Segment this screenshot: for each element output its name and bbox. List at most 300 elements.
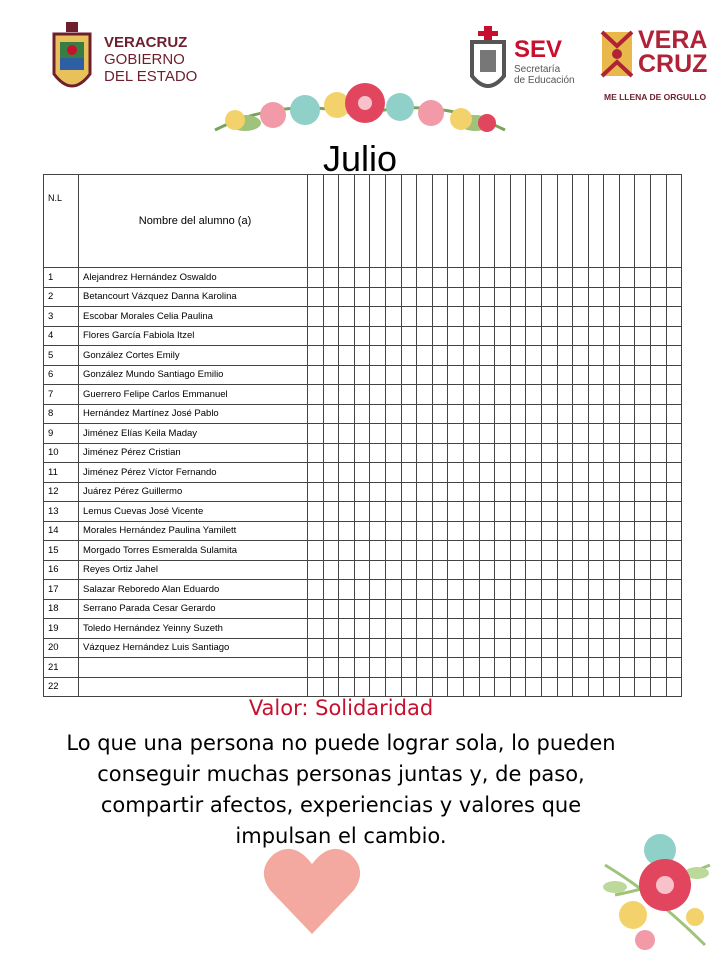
check-cell[interactable] [510, 404, 526, 424]
check-cell[interactable] [339, 326, 355, 346]
check-cell[interactable] [604, 502, 620, 522]
check-cell[interactable] [526, 385, 542, 405]
check-cell[interactable] [354, 541, 370, 561]
check-cell[interactable] [323, 365, 339, 385]
check-cell[interactable] [526, 365, 542, 385]
check-cell[interactable] [339, 346, 355, 366]
check-cell[interactable] [495, 424, 511, 444]
check-cell[interactable] [495, 268, 511, 288]
check-cell[interactable] [417, 385, 433, 405]
check-cell[interactable] [432, 599, 448, 619]
check-cell[interactable] [339, 404, 355, 424]
check-cell[interactable] [354, 365, 370, 385]
check-cell[interactable] [323, 175, 339, 268]
check-cell[interactable] [432, 521, 448, 541]
check-cell[interactable] [666, 365, 682, 385]
check-cell[interactable] [541, 502, 557, 522]
check-cell[interactable] [463, 268, 479, 288]
check-cell[interactable] [385, 482, 401, 502]
check-cell[interactable] [557, 365, 573, 385]
check-cell[interactable] [401, 541, 417, 561]
check-cell[interactable] [635, 482, 651, 502]
check-cell[interactable] [526, 307, 542, 327]
check-cell[interactable] [417, 424, 433, 444]
check-cell[interactable] [417, 658, 433, 678]
check-cell[interactable] [417, 677, 433, 697]
check-cell[interactable] [339, 677, 355, 697]
check-cell[interactable] [401, 385, 417, 405]
check-cell[interactable] [588, 482, 604, 502]
check-cell[interactable] [479, 580, 495, 600]
check-cell[interactable] [635, 424, 651, 444]
check-cell[interactable] [526, 346, 542, 366]
check-cell[interactable] [385, 365, 401, 385]
check-cell[interactable] [619, 385, 635, 405]
check-cell[interactable] [479, 502, 495, 522]
check-cell[interactable] [448, 560, 464, 580]
check-cell[interactable] [401, 463, 417, 483]
check-cell[interactable] [385, 677, 401, 697]
check-cell[interactable] [448, 287, 464, 307]
check-cell[interactable] [573, 619, 589, 639]
check-cell[interactable] [573, 502, 589, 522]
check-cell[interactable] [526, 658, 542, 678]
check-cell[interactable] [635, 560, 651, 580]
check-cell[interactable] [635, 502, 651, 522]
check-cell[interactable] [385, 560, 401, 580]
check-cell[interactable] [604, 677, 620, 697]
check-cell[interactable] [619, 268, 635, 288]
check-cell[interactable] [526, 268, 542, 288]
check-cell[interactable] [526, 560, 542, 580]
check-cell[interactable] [354, 677, 370, 697]
check-cell[interactable] [370, 307, 386, 327]
check-cell[interactable] [370, 638, 386, 658]
check-cell[interactable] [651, 175, 667, 268]
check-cell[interactable] [354, 175, 370, 268]
check-cell[interactable] [354, 619, 370, 639]
check-cell[interactable] [604, 638, 620, 658]
check-cell[interactable] [619, 463, 635, 483]
check-cell[interactable] [463, 658, 479, 678]
check-cell[interactable] [448, 385, 464, 405]
check-cell[interactable] [541, 365, 557, 385]
check-cell[interactable] [619, 599, 635, 619]
check-cell[interactable] [573, 175, 589, 268]
check-cell[interactable] [339, 482, 355, 502]
check-cell[interactable] [557, 560, 573, 580]
check-cell[interactable] [417, 175, 433, 268]
check-cell[interactable] [370, 560, 386, 580]
check-cell[interactable] [479, 385, 495, 405]
check-cell[interactable] [526, 482, 542, 502]
check-cell[interactable] [308, 638, 324, 658]
check-cell[interactable] [557, 599, 573, 619]
check-cell[interactable] [385, 385, 401, 405]
check-cell[interactable] [370, 502, 386, 522]
check-cell[interactable] [541, 268, 557, 288]
check-cell[interactable] [651, 560, 667, 580]
check-cell[interactable] [417, 365, 433, 385]
check-cell[interactable] [557, 619, 573, 639]
check-cell[interactable] [323, 638, 339, 658]
check-cell[interactable] [557, 580, 573, 600]
check-cell[interactable] [323, 677, 339, 697]
check-cell[interactable] [526, 326, 542, 346]
check-cell[interactable] [401, 677, 417, 697]
check-cell[interactable] [417, 580, 433, 600]
check-cell[interactable] [432, 502, 448, 522]
check-cell[interactable] [308, 424, 324, 444]
check-cell[interactable] [495, 521, 511, 541]
check-cell[interactable] [604, 541, 620, 561]
check-cell[interactable] [573, 560, 589, 580]
check-cell[interactable] [651, 443, 667, 463]
check-cell[interactable] [417, 268, 433, 288]
check-cell[interactable] [308, 268, 324, 288]
check-cell[interactable] [448, 541, 464, 561]
check-cell[interactable] [448, 521, 464, 541]
check-cell[interactable] [510, 346, 526, 366]
check-cell[interactable] [370, 443, 386, 463]
check-cell[interactable] [573, 658, 589, 678]
check-cell[interactable] [588, 580, 604, 600]
check-cell[interactable] [339, 287, 355, 307]
check-cell[interactable] [573, 307, 589, 327]
check-cell[interactable] [370, 482, 386, 502]
check-cell[interactable] [604, 268, 620, 288]
check-cell[interactable] [573, 268, 589, 288]
check-cell[interactable] [385, 638, 401, 658]
check-cell[interactable] [401, 346, 417, 366]
check-cell[interactable] [651, 404, 667, 424]
check-cell[interactable] [604, 463, 620, 483]
check-cell[interactable] [666, 580, 682, 600]
check-cell[interactable] [385, 404, 401, 424]
check-cell[interactable] [635, 580, 651, 600]
check-cell[interactable] [495, 365, 511, 385]
check-cell[interactable] [479, 287, 495, 307]
check-cell[interactable] [354, 287, 370, 307]
check-cell[interactable] [479, 541, 495, 561]
check-cell[interactable] [463, 346, 479, 366]
check-cell[interactable] [619, 404, 635, 424]
check-cell[interactable] [479, 326, 495, 346]
check-cell[interactable] [495, 287, 511, 307]
check-cell[interactable] [510, 424, 526, 444]
check-cell[interactable] [557, 424, 573, 444]
check-cell[interactable] [308, 619, 324, 639]
check-cell[interactable] [401, 482, 417, 502]
check-cell[interactable] [588, 424, 604, 444]
check-cell[interactable] [557, 658, 573, 678]
check-cell[interactable] [666, 175, 682, 268]
check-cell[interactable] [463, 541, 479, 561]
check-cell[interactable] [541, 580, 557, 600]
check-cell[interactable] [604, 365, 620, 385]
check-cell[interactable] [448, 346, 464, 366]
check-cell[interactable] [526, 619, 542, 639]
check-cell[interactable] [401, 560, 417, 580]
check-cell[interactable] [432, 443, 448, 463]
check-cell[interactable] [651, 424, 667, 444]
check-cell[interactable] [573, 677, 589, 697]
check-cell[interactable] [308, 658, 324, 678]
check-cell[interactable] [479, 175, 495, 268]
check-cell[interactable] [370, 463, 386, 483]
check-cell[interactable] [526, 443, 542, 463]
check-cell[interactable] [510, 175, 526, 268]
check-cell[interactable] [604, 521, 620, 541]
check-cell[interactable] [557, 677, 573, 697]
check-cell[interactable] [417, 404, 433, 424]
check-cell[interactable] [510, 580, 526, 600]
check-cell[interactable] [323, 658, 339, 678]
check-cell[interactable] [573, 482, 589, 502]
check-cell[interactable] [401, 307, 417, 327]
check-cell[interactable] [588, 619, 604, 639]
check-cell[interactable] [448, 463, 464, 483]
check-cell[interactable] [385, 424, 401, 444]
check-cell[interactable] [604, 287, 620, 307]
check-cell[interactable] [448, 482, 464, 502]
check-cell[interactable] [495, 599, 511, 619]
check-cell[interactable] [417, 463, 433, 483]
check-cell[interactable] [557, 385, 573, 405]
check-cell[interactable] [385, 580, 401, 600]
check-cell[interactable] [495, 580, 511, 600]
check-cell[interactable] [557, 287, 573, 307]
check-cell[interactable] [651, 385, 667, 405]
check-cell[interactable] [323, 307, 339, 327]
check-cell[interactable] [479, 307, 495, 327]
check-cell[interactable] [495, 638, 511, 658]
check-cell[interactable] [354, 424, 370, 444]
check-cell[interactable] [401, 580, 417, 600]
check-cell[interactable] [339, 424, 355, 444]
check-cell[interactable] [635, 638, 651, 658]
check-cell[interactable] [432, 365, 448, 385]
check-cell[interactable] [495, 385, 511, 405]
check-cell[interactable] [510, 482, 526, 502]
check-cell[interactable] [588, 307, 604, 327]
check-cell[interactable] [432, 287, 448, 307]
check-cell[interactable] [495, 175, 511, 268]
check-cell[interactable] [495, 404, 511, 424]
check-cell[interactable] [479, 268, 495, 288]
check-cell[interactable] [308, 346, 324, 366]
check-cell[interactable] [463, 482, 479, 502]
check-cell[interactable] [526, 404, 542, 424]
check-cell[interactable] [619, 287, 635, 307]
check-cell[interactable] [354, 385, 370, 405]
check-cell[interactable] [557, 326, 573, 346]
check-cell[interactable] [541, 463, 557, 483]
check-cell[interactable] [557, 307, 573, 327]
check-cell[interactable] [510, 268, 526, 288]
check-cell[interactable] [417, 287, 433, 307]
check-cell[interactable] [432, 307, 448, 327]
check-cell[interactable] [588, 175, 604, 268]
check-cell[interactable] [479, 638, 495, 658]
check-cell[interactable] [573, 463, 589, 483]
check-cell[interactable] [463, 443, 479, 463]
check-cell[interactable] [354, 443, 370, 463]
check-cell[interactable] [635, 463, 651, 483]
check-cell[interactable] [308, 385, 324, 405]
check-cell[interactable] [463, 560, 479, 580]
check-cell[interactable] [323, 463, 339, 483]
check-cell[interactable] [651, 463, 667, 483]
check-cell[interactable] [323, 482, 339, 502]
check-cell[interactable] [635, 175, 651, 268]
check-cell[interactable] [479, 677, 495, 697]
check-cell[interactable] [635, 541, 651, 561]
check-cell[interactable] [541, 638, 557, 658]
check-cell[interactable] [432, 619, 448, 639]
check-cell[interactable] [370, 346, 386, 366]
check-cell[interactable] [339, 463, 355, 483]
check-cell[interactable] [526, 580, 542, 600]
check-cell[interactable] [323, 619, 339, 639]
check-cell[interactable] [448, 268, 464, 288]
check-cell[interactable] [417, 560, 433, 580]
check-cell[interactable] [510, 521, 526, 541]
check-cell[interactable] [385, 619, 401, 639]
check-cell[interactable] [385, 175, 401, 268]
check-cell[interactable] [448, 580, 464, 600]
check-cell[interactable] [308, 521, 324, 541]
check-cell[interactable] [417, 619, 433, 639]
check-cell[interactable] [401, 287, 417, 307]
check-cell[interactable] [510, 502, 526, 522]
check-cell[interactable] [588, 287, 604, 307]
check-cell[interactable] [666, 287, 682, 307]
check-cell[interactable] [339, 599, 355, 619]
check-cell[interactable] [385, 287, 401, 307]
check-cell[interactable] [339, 638, 355, 658]
check-cell[interactable] [510, 326, 526, 346]
check-cell[interactable] [432, 326, 448, 346]
check-cell[interactable] [370, 365, 386, 385]
check-cell[interactable] [323, 404, 339, 424]
check-cell[interactable] [635, 287, 651, 307]
check-cell[interactable] [573, 541, 589, 561]
check-cell[interactable] [635, 404, 651, 424]
check-cell[interactable] [635, 346, 651, 366]
check-cell[interactable] [495, 326, 511, 346]
check-cell[interactable] [463, 307, 479, 327]
check-cell[interactable] [432, 385, 448, 405]
check-cell[interactable] [448, 658, 464, 678]
check-cell[interactable] [510, 560, 526, 580]
check-cell[interactable] [495, 307, 511, 327]
check-cell[interactable] [354, 404, 370, 424]
check-cell[interactable] [604, 560, 620, 580]
check-cell[interactable] [541, 307, 557, 327]
check-cell[interactable] [448, 307, 464, 327]
check-cell[interactable] [666, 463, 682, 483]
check-cell[interactable] [370, 599, 386, 619]
check-cell[interactable] [588, 677, 604, 697]
check-cell[interactable] [339, 268, 355, 288]
check-cell[interactable] [463, 385, 479, 405]
check-cell[interactable] [448, 365, 464, 385]
check-cell[interactable] [573, 287, 589, 307]
check-cell[interactable] [432, 404, 448, 424]
check-cell[interactable] [401, 326, 417, 346]
check-cell[interactable] [417, 346, 433, 366]
check-cell[interactable] [432, 638, 448, 658]
check-cell[interactable] [557, 404, 573, 424]
check-cell[interactable] [479, 404, 495, 424]
check-cell[interactable] [541, 385, 557, 405]
check-cell[interactable] [651, 307, 667, 327]
check-cell[interactable] [323, 580, 339, 600]
check-cell[interactable] [339, 521, 355, 541]
check-cell[interactable] [635, 268, 651, 288]
check-cell[interactable] [339, 307, 355, 327]
check-cell[interactable] [666, 307, 682, 327]
check-cell[interactable] [557, 502, 573, 522]
check-cell[interactable] [573, 365, 589, 385]
check-cell[interactable] [432, 463, 448, 483]
check-cell[interactable] [370, 404, 386, 424]
check-cell[interactable] [619, 638, 635, 658]
check-cell[interactable] [339, 443, 355, 463]
check-cell[interactable] [495, 658, 511, 678]
check-cell[interactable] [557, 268, 573, 288]
check-cell[interactable] [385, 502, 401, 522]
check-cell[interactable] [588, 521, 604, 541]
check-cell[interactable] [401, 521, 417, 541]
check-cell[interactable] [619, 346, 635, 366]
check-cell[interactable] [588, 346, 604, 366]
check-cell[interactable] [370, 287, 386, 307]
check-cell[interactable] [401, 658, 417, 678]
check-cell[interactable] [354, 580, 370, 600]
check-cell[interactable] [479, 658, 495, 678]
check-cell[interactable] [588, 638, 604, 658]
check-cell[interactable] [651, 541, 667, 561]
check-cell[interactable] [323, 268, 339, 288]
check-cell[interactable] [604, 404, 620, 424]
check-cell[interactable] [604, 424, 620, 444]
check-cell[interactable] [619, 502, 635, 522]
check-cell[interactable] [432, 658, 448, 678]
check-cell[interactable] [448, 638, 464, 658]
check-cell[interactable] [526, 541, 542, 561]
check-cell[interactable] [417, 502, 433, 522]
check-cell[interactable] [463, 521, 479, 541]
check-cell[interactable] [666, 404, 682, 424]
check-cell[interactable] [666, 658, 682, 678]
check-cell[interactable] [339, 560, 355, 580]
check-cell[interactable] [619, 326, 635, 346]
check-cell[interactable] [432, 346, 448, 366]
check-cell[interactable] [619, 307, 635, 327]
check-cell[interactable] [635, 365, 651, 385]
check-cell[interactable] [635, 619, 651, 639]
check-cell[interactable] [479, 521, 495, 541]
check-cell[interactable] [495, 482, 511, 502]
check-cell[interactable] [308, 541, 324, 561]
check-cell[interactable] [666, 638, 682, 658]
check-cell[interactable] [339, 502, 355, 522]
check-cell[interactable] [401, 175, 417, 268]
check-cell[interactable] [385, 326, 401, 346]
check-cell[interactable] [448, 619, 464, 639]
